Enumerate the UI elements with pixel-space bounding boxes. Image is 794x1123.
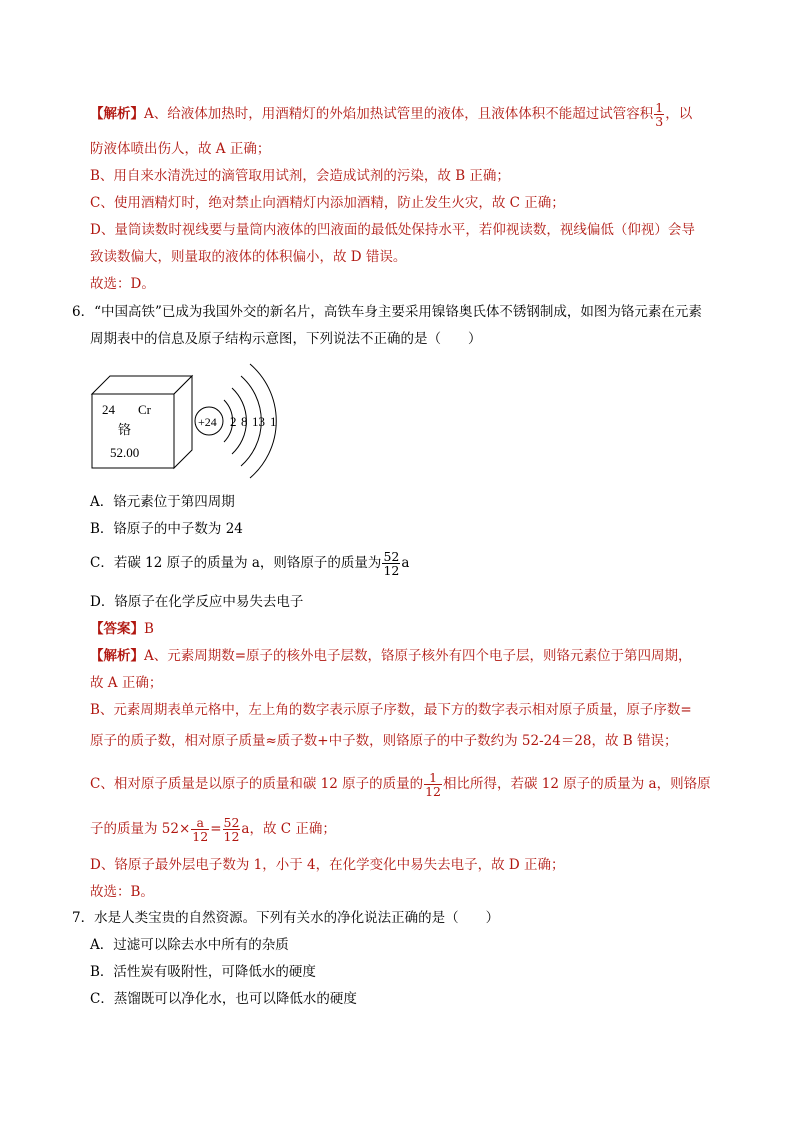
- answer-label: 【答案】: [90, 621, 144, 637]
- q6-option-c[interactable]: C．若碳 12 原子的质量为 a，则铬原子的质量为 $\frac{52}{12}$ a: [90, 549, 410, 578]
- fraction-52-12: $\frac{52}{12}$: [383, 549, 400, 578]
- q6-analysis-a2: 故 A 正确；: [90, 675, 163, 691]
- q5-conclusion: 故选：D。: [90, 276, 155, 292]
- q7-option-b[interactable]: B．活性炭有吸附性，可降低水的硬度: [90, 964, 316, 980]
- q6-analysis-c2: 子的质量为 52× $\frac{a}{12}$ = $\frac{52}{12}$ a，故 C 正确；: [90, 815, 336, 844]
- q7-stem: 7．水是人类宝贵的自然资源。下列有关水的净化说法正确的是（ ）: [72, 910, 500, 926]
- q6-option-a[interactable]: A．铬元素位于第四周期: [90, 494, 235, 510]
- shell-1-electrons: 2: [230, 414, 237, 429]
- q6-analysis-c1: C、相对原子质量是以原子的质量和碳 12 原子的质量的 $\frac{1}{12}$ 相比所得，若碳 12 原子的质量为 a，则铬原: [90, 770, 711, 799]
- q6-stem-line1: 6．“中国高铁”已成为我国外交的新名片，高铁车身主要采用镍铬奥氏体不锈钢制成，如图为铬元素在元素: [72, 304, 702, 320]
- nucleus-charge: +24: [198, 415, 217, 429]
- q6-conclusion: 故选：B。: [90, 884, 154, 900]
- fraction-one-third: $\frac{1}{3}$: [655, 100, 664, 129]
- q7-option-c[interactable]: C．蒸馏既可以净化水，也可以降低水的硬度: [90, 991, 357, 1007]
- q6-analysis-d: D、铬原子最外层电子数为 1，小于 4，在化学变化中易失去电子，故 D 正确；: [90, 857, 565, 873]
- q6-analysis-a1: 【解析】A、元素周期数=原子的核外电子层数，铬原子核外有四个电子层，则铬元素位于第四周期，: [90, 648, 692, 664]
- shell-3-electrons: 13: [252, 414, 265, 429]
- q6-stem-line2: 周期表中的信息及原子结构示意图，下列说法不正确的是（ ）: [90, 331, 482, 347]
- answer-value: B: [144, 621, 154, 637]
- analysis-label: 【解析】: [90, 648, 144, 664]
- q5-analysis-d2: 致读数偏大，则量取的液体的体积偏小，故 D 错误。: [90, 249, 407, 265]
- q5-analysis-b: B、用自来水清洗过的滴管取用试剂，会造成试剂的污染，故 B 正确；: [90, 168, 510, 184]
- shell-4-electrons: 1: [270, 414, 277, 429]
- q6-analysis-b2: 原子的质子数，相对原子质量≈质子数+中子数，则铬原子的中子数约为 52-24＝28，故 B 错误；: [90, 733, 678, 749]
- element-mass: 52.00: [110, 445, 140, 460]
- fraction-1-12: $\frac{1}{12}$: [425, 770, 441, 799]
- q6-answer: [90, 619, 154, 639]
- q6-option-d[interactable]: D．铬原子在化学反应中易失去电子: [90, 594, 304, 610]
- element-name: 铬: [118, 423, 132, 438]
- q6-analysis-b1: B、元素周期表单元格中，左上角的数字表示原子序数，最下方的数字表示相对原子质量，原子序数=: [90, 702, 692, 718]
- chromium-figure: [90, 360, 290, 490]
- q6-option-b[interactable]: B．铬原子的中子数为 24: [90, 521, 243, 537]
- q7-option-a[interactable]: A．过滤可以除去水中所有的杂质: [90, 937, 289, 953]
- analysis-label: 【解析】: [90, 106, 144, 122]
- q5-analysis-d1: D、量筒读数时视线要与量筒内液体的凹液面的最低处保持水平，若仰视读数，视线偏低（仰视）会导: [90, 222, 695, 238]
- q5-analysis-c: C、使用酒精灯时，绝对禁止向酒精灯内添加酒精，防止发生火灾，故 C 正确；: [90, 195, 565, 211]
- shell-2-electrons: 8: [241, 414, 248, 429]
- q5-analysis-a: 【解析】A、给液体加热时，用酒精灯的外焰加热试管里的液体，且液体体积不能超过试管容积 $\frac{1}{3}$ ，以: [90, 100, 693, 129]
- fraction-a-12: $\frac{a}{12}$: [192, 815, 209, 844]
- q5-analysis-a-cont: 防液体喷出伤人，故 A 正确；: [90, 141, 271, 157]
- element-cell: [92, 376, 192, 468]
- element-symbol: Cr: [138, 402, 151, 417]
- element-atomic-number: 24: [102, 402, 115, 417]
- fraction-52-12-result: $\frac{52}{12}$: [223, 815, 240, 844]
